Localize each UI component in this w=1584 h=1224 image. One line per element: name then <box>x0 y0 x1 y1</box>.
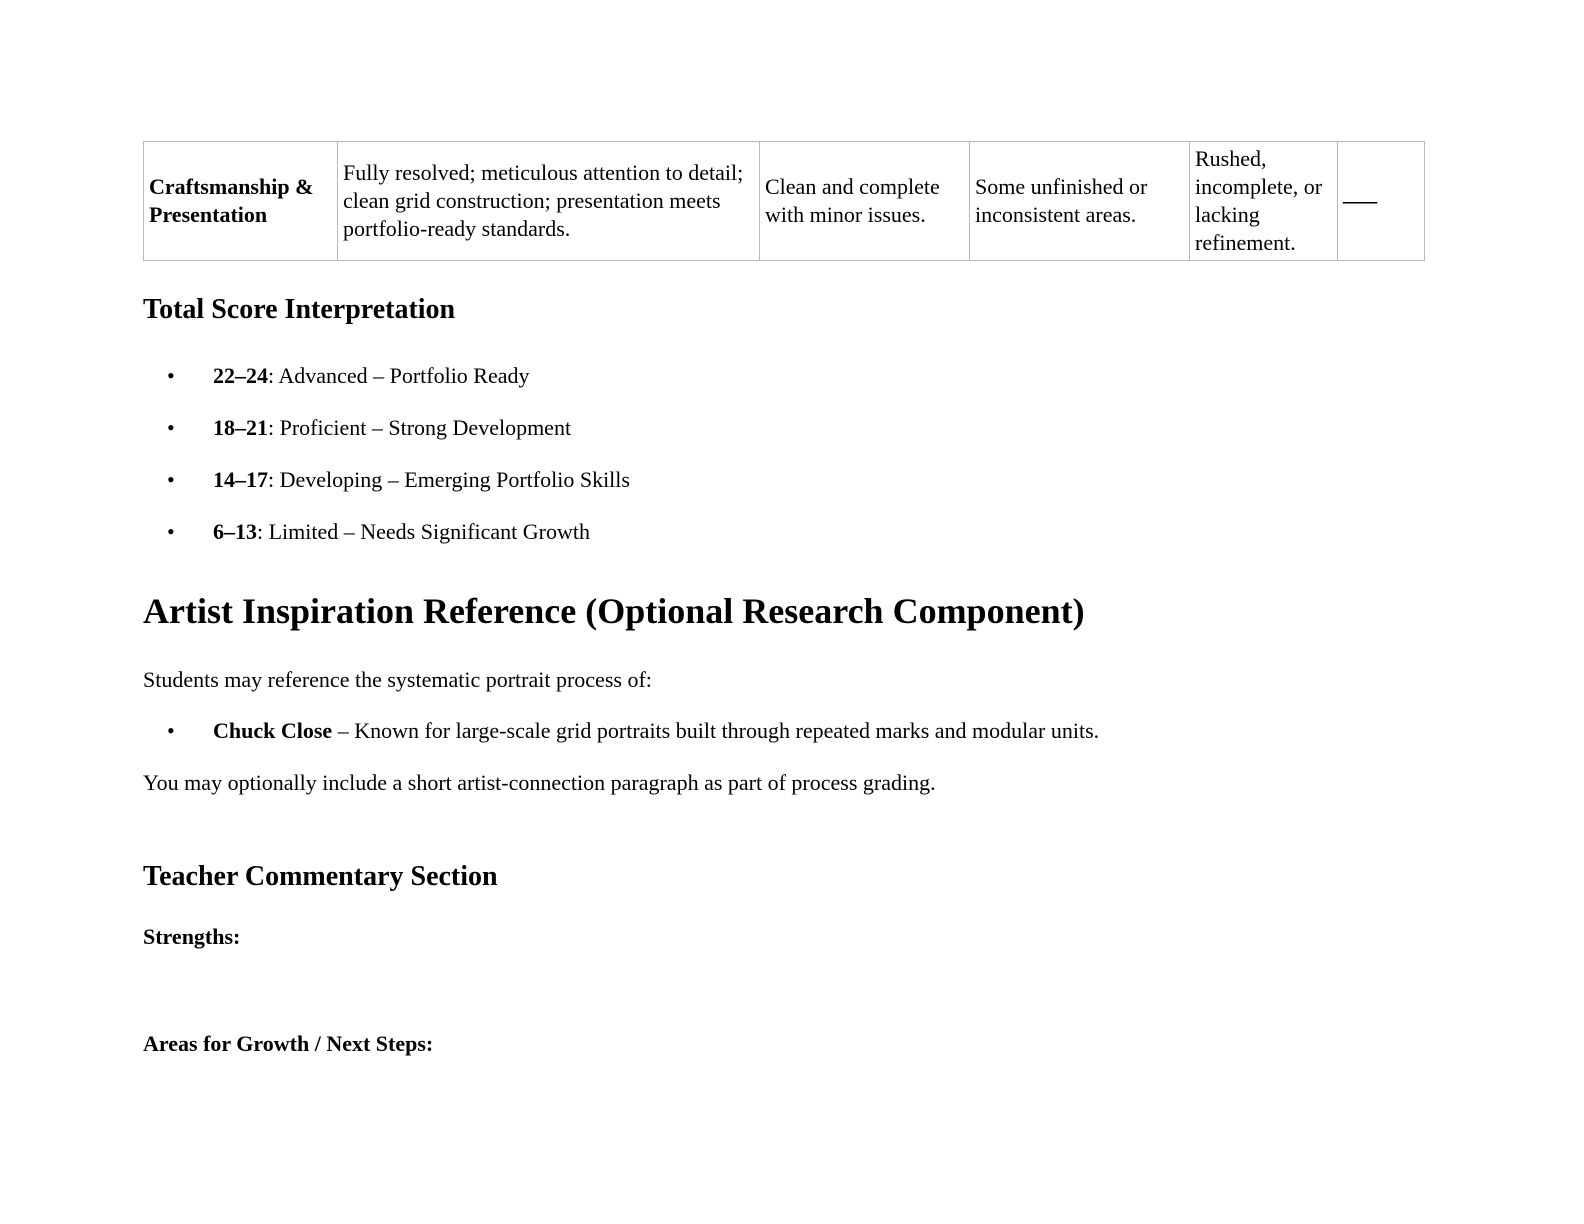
score-item-advanced <box>143 362 1424 390</box>
score-text: : Developing – Emerging Portfolio Skills <box>268 467 630 492</box>
artist-description: – Known for large-scale grid portraits built through repeated marks and modular units. <box>337 718 1100 743</box>
score-range: 6–13 <box>213 519 257 544</box>
rubric-row-craftsmanship <box>144 142 1425 261</box>
criterion-cell: Craftsmanship & Presentation <box>144 142 338 261</box>
level-1-cell: Rushed, incomplete, or lacking refinement. <box>1190 142 1338 261</box>
level-3-cell: Clean and complete with minor issues. <box>760 142 970 261</box>
total-score-heading: Total Score Interpretation <box>143 294 456 325</box>
growth-next-steps-label: Areas for Growth / Next Steps: <box>143 1031 434 1056</box>
score-range: 18–21 <box>213 415 268 440</box>
score-range: 14–17 <box>213 467 268 492</box>
strengths-label: Strengths: <box>143 924 241 949</box>
score-blank-dash: — <box>1343 188 1378 213</box>
artist-item-chuck-close <box>143 717 1424 745</box>
artist-reference-list <box>143 717 1424 745</box>
score-cell <box>1338 142 1425 261</box>
score-item-proficient <box>143 414 1424 442</box>
score-range: 22–24 <box>213 363 268 388</box>
page-content <box>143 141 1424 1058</box>
score-text: : Proficient – Strong Development <box>268 415 572 440</box>
score-item-limited <box>143 518 1424 546</box>
level-2-cell: Some unfinished or inconsistent areas. <box>970 142 1190 261</box>
score-item-developing <box>143 466 1424 494</box>
score-text: : Limited – Needs Significant Growth <box>257 519 590 544</box>
artist-intro-paragraph: Students may reference the systematic portrait process of: <box>143 667 652 692</box>
level-4-cell: Fully resolved; meticulous attention to detail; clean grid construction; presentation meets portfolio-ready standards. <box>338 142 760 261</box>
teacher-commentary-heading: Teacher Commentary Section <box>143 861 498 892</box>
score-interpretation-list <box>143 362 1424 546</box>
score-text: : Advanced – Portfolio Ready <box>268 363 530 388</box>
artist-note-paragraph: You may optionally include a short artist-connection paragraph as part of process grading. <box>143 770 936 795</box>
artist-inspiration-heading: Artist Inspiration Reference (Optional Research Component) <box>143 591 1085 631</box>
rubric-table <box>143 141 1425 261</box>
artist-name: Chuck Close <box>213 718 333 743</box>
